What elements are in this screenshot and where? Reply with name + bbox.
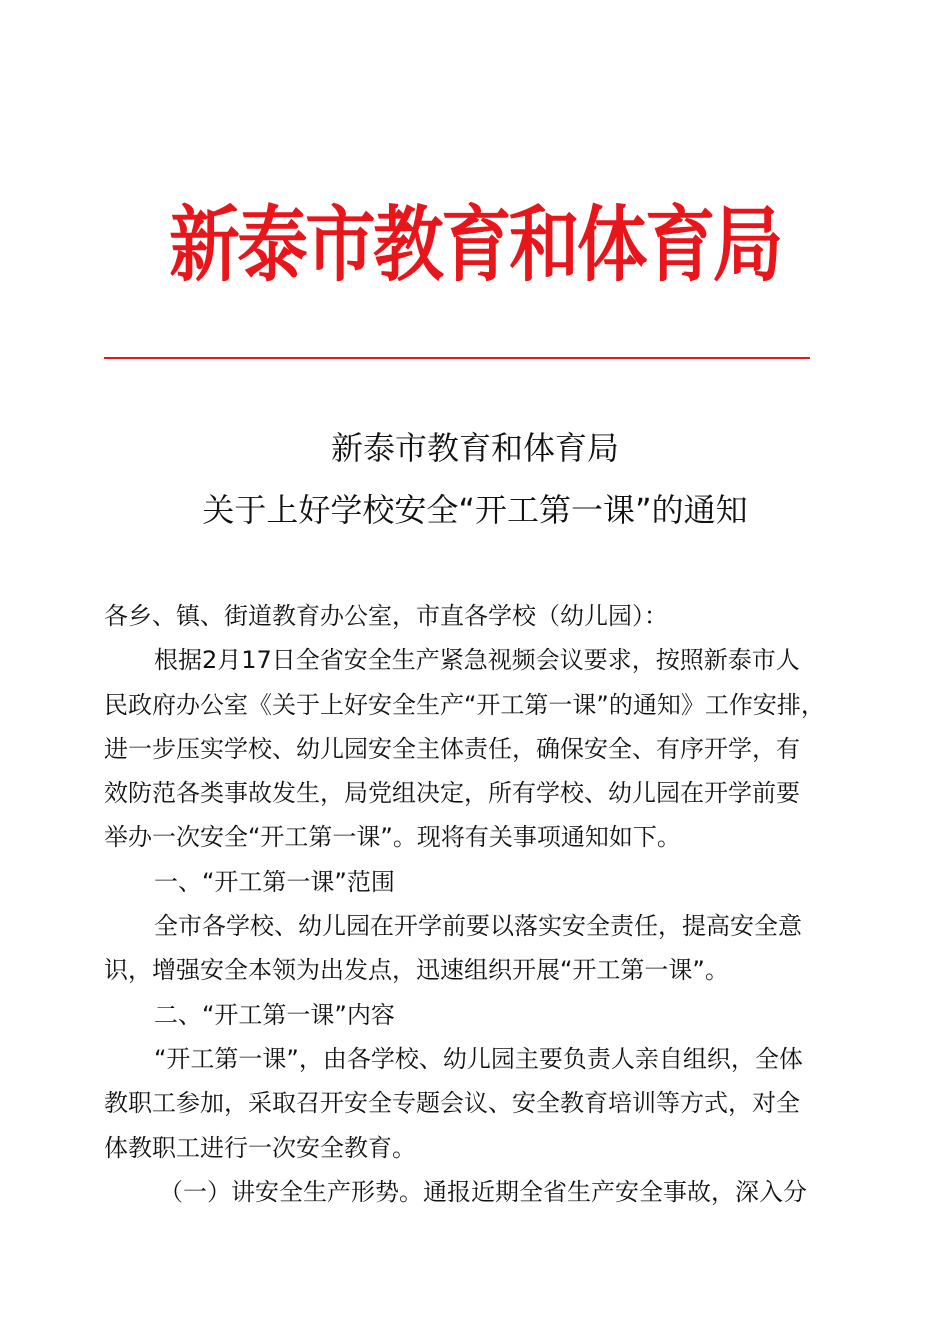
paragraph-line: 举办一次安全“开工第一课”。现将有关事项通知如下。 [104, 823, 681, 852]
paragraph-line: 识，增强安全本领为出发点，迅速组织开展“开工第一课”。 [104, 956, 729, 985]
salutation: 各乡、镇、街道教育办公室，市直各学校（幼儿园）： [104, 602, 668, 630]
paragraph-line: 教职工参加，采取召开安全专题会议、安全教育培训等方式，对全 [104, 1089, 800, 1118]
red-divider-line [104, 357, 810, 359]
section-heading: 二、“开工第一课”内容 [154, 1000, 395, 1029]
document-title-line-2: 关于上好学校安全“开工第一课”的通知 [202, 491, 748, 529]
issuer-masthead: 新泰市教育和体育局 [169, 198, 781, 293]
paragraph-line: 全市各学校、幼儿园在开学前要以落实安全责任，提高安全意 [154, 912, 802, 941]
paragraph-line: 民政府办公室《关于上好安全生产“开工第一课”的通知》工作安排， [104, 690, 825, 719]
subsection-line: （一）讲安全生产形势。通报近期全省生产安全事故，深入分 [159, 1177, 807, 1206]
document-title-line-1: 新泰市教育和体育局 [330, 429, 619, 467]
document-body [104, 594, 850, 1214]
paragraph-line: 进一步压实学校、幼儿园安全主体责任，确保安全、有序开学，有 [104, 734, 800, 763]
paragraph-line: 根据2月17日全省安全生产紧急视频会议要求，按照新泰市人 [154, 646, 800, 675]
section-heading: 一、“开工第一课”范围 [154, 867, 395, 896]
paragraph-line: 体教职工进行一次安全教育。 [104, 1133, 416, 1162]
paragraph-line: 效防范各类事故发生，局党组决定，所有学校、幼儿园在开学前要 [104, 779, 800, 808]
paragraph-line: “开工第一课”，由各学校、幼儿园主要负责人亲自组织，全体 [154, 1044, 803, 1073]
